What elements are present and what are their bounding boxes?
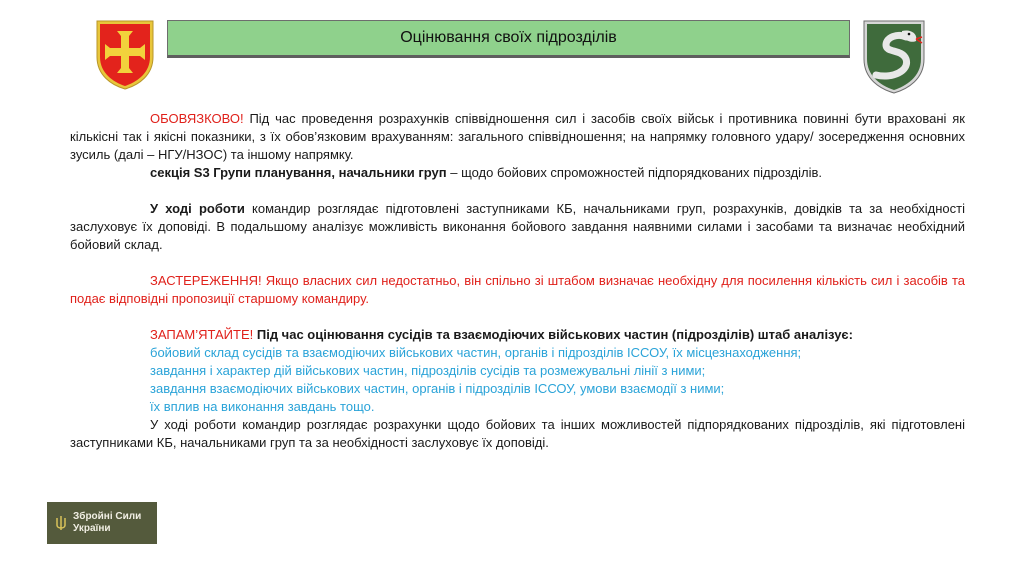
list-item: бойовий склад сусідів та взаємодіючих військових частин, органів і підрозділів ІССОУ, їх місцезнаходження;	[150, 345, 802, 360]
mandatory-text: Під час проведення розрахунків співвідношення сил і засобів своїх військ і противника повинні бути враховані як кількісні так і якісні показники, з їх обов’язковим врахуванням: загального співвідношення; на напрямку головного удару/ зосередження основних зусиль (далі – НГУ/НЗОС) та іншому напрямку.	[70, 111, 965, 162]
s3-section-text: – щодо бойових спроможностей підпорядкованих підрозділів.	[446, 165, 823, 180]
page-title: Оцінювання своїх підрозділів	[400, 29, 617, 46]
badge-text: Збройні Сили України	[73, 511, 142, 534]
paragraph-work-process	[70, 200, 965, 254]
paragraph-warning: ЗАСТЕРЕЖЕННЯ! Якщо власних сил недостатньо, він спільно зі штабом визначає необхідну для посилення кількість сил і засобів та подає відповідні пропозиції старшому командиру.	[70, 273, 965, 306]
remember-label: ЗАПАМ’ЯТАЙТЕ!	[150, 327, 254, 342]
armed-forces-badge	[47, 502, 157, 544]
s3-section-label: секція S3 Групи планування, начальники груп	[150, 165, 447, 180]
paragraph-remember	[70, 326, 965, 344]
work-process-text: командир розглядає підготовлені заступниками КБ, начальниками груп, розрахунків, довідків та за необхідності заслуховує їх доповіді. В подальшому аналізує можливість виконання бойового завдання наявними силами і засобами та визначає необхідний бойовий склад.	[70, 201, 965, 252]
paragraph-mandatory	[70, 110, 965, 164]
page-title-bar	[167, 20, 850, 58]
trident-icon	[55, 515, 67, 531]
list-item: завдання і характер дій військових частин, підрозділів сусідів та розмежувальні лінії з ними;	[150, 363, 706, 378]
paragraph-s3-section	[70, 164, 965, 182]
remember-text: Під час оцінювання сусідів та взаємодіючих військових частин (підрозділів) штаб аналізує:	[253, 327, 853, 342]
left-emblem-icon	[95, 19, 155, 91]
work-process-label: У ході роботи	[150, 201, 245, 216]
list-item: їх вплив на виконання завдань тощо.	[150, 399, 375, 414]
paragraph-conclusion: У ході роботи командир розглядає розрахунки щодо бойових та інших можливостей підпорядкованих підрозділів, які підготовлені заступниками КБ, начальниками груп та за необхідності заслуховує їх доповіді.	[70, 417, 965, 450]
list-item: завдання взаємодіючих військових частин, органів і підрозділів ІССОУ, умови взаємодії з ними;	[150, 381, 725, 396]
mandatory-label: ОБОВЯЗКОВО!	[150, 111, 244, 126]
right-emblem-icon	[862, 19, 926, 95]
content-body	[70, 110, 965, 452]
